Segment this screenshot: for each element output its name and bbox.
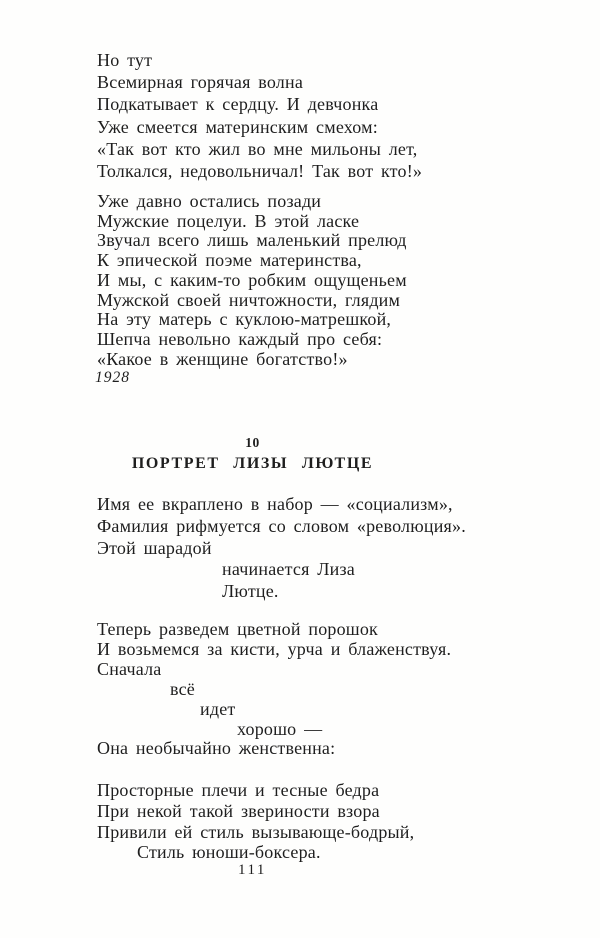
poem-line: Имя ее вкраплено в набор — «социализм», <box>97 494 453 514</box>
poem-line: Привили ей стиль вызывающе-бодрый, <box>97 821 415 842</box>
poem-line: Мужские поцелуи. В этой ласке <box>97 210 360 231</box>
poem-line: Уже давно остались позади <box>97 191 322 211</box>
poem-line: На эту матерь с куклою-матрешкой, <box>97 309 392 330</box>
poem-line: Мужской своей ничтожности, глядим <box>97 289 401 310</box>
poem-line: Уже смеется материнским смехом: <box>97 116 378 137</box>
poem-line: хорошо — <box>237 718 323 739</box>
poem-line: Теперь разведем цветной порошок <box>97 619 378 639</box>
poem-stanza-1 <box>97 494 466 603</box>
poem-line: Фамилия рифмуется со словом «революция». <box>97 515 466 536</box>
poem-stanza-2 <box>97 620 451 759</box>
poem-line: Она необычайно женственна: <box>97 738 336 759</box>
poem-line: Шепча невольно каждый про себя: <box>97 328 383 349</box>
poem-line: Всемирная горячая волна <box>97 72 304 93</box>
poem-date: 1928 <box>95 369 130 386</box>
poem-line: И возьмемся за кисти, урча и блаженствуя. <box>97 638 452 659</box>
poem-title: ПОРТРЕТ ЛИЗЫ ЛЮТЦЕ <box>131 455 374 472</box>
poem-line: К эпической поэме материнства, <box>97 250 362 271</box>
poem-line: При некой такой звериности взора <box>97 800 380 821</box>
poem-line: Просторные плечи и тесные бедра <box>97 780 380 800</box>
prev-poem-stanza-2 <box>97 192 407 369</box>
poem-stanza-3 <box>97 780 414 863</box>
poem-number: 10 <box>245 435 260 450</box>
poem-line: Лютце. <box>222 581 279 602</box>
poem-line: начинается Лиза <box>222 559 355 580</box>
poem-line: Звучал всего лишь маленький прелюд <box>97 230 407 251</box>
poem-line: «Так вот кто жил во мне мильоны лет, <box>97 138 418 159</box>
poem-line: Этой шарадой <box>97 537 212 558</box>
poem-line: Стиль юноши-боксера. <box>137 842 321 863</box>
poem-line: идет <box>200 698 236 719</box>
prev-poem-stanza-1 <box>97 49 422 182</box>
poem-line: Толкался, недовольничал! Так вот кто!» <box>97 161 423 182</box>
poem-line: всё <box>170 678 195 699</box>
poem-line: Сначала <box>97 658 162 679</box>
page-number: 111 <box>238 862 267 878</box>
poem-line: «Какое в женщине богатство!» <box>97 348 348 369</box>
poem-line: Но тут <box>97 50 153 70</box>
poem-line: И мы, с каким-то робким ощущеньем <box>97 269 407 290</box>
poem-line: Подкатывает к сердцу. И девчонка <box>97 94 379 115</box>
